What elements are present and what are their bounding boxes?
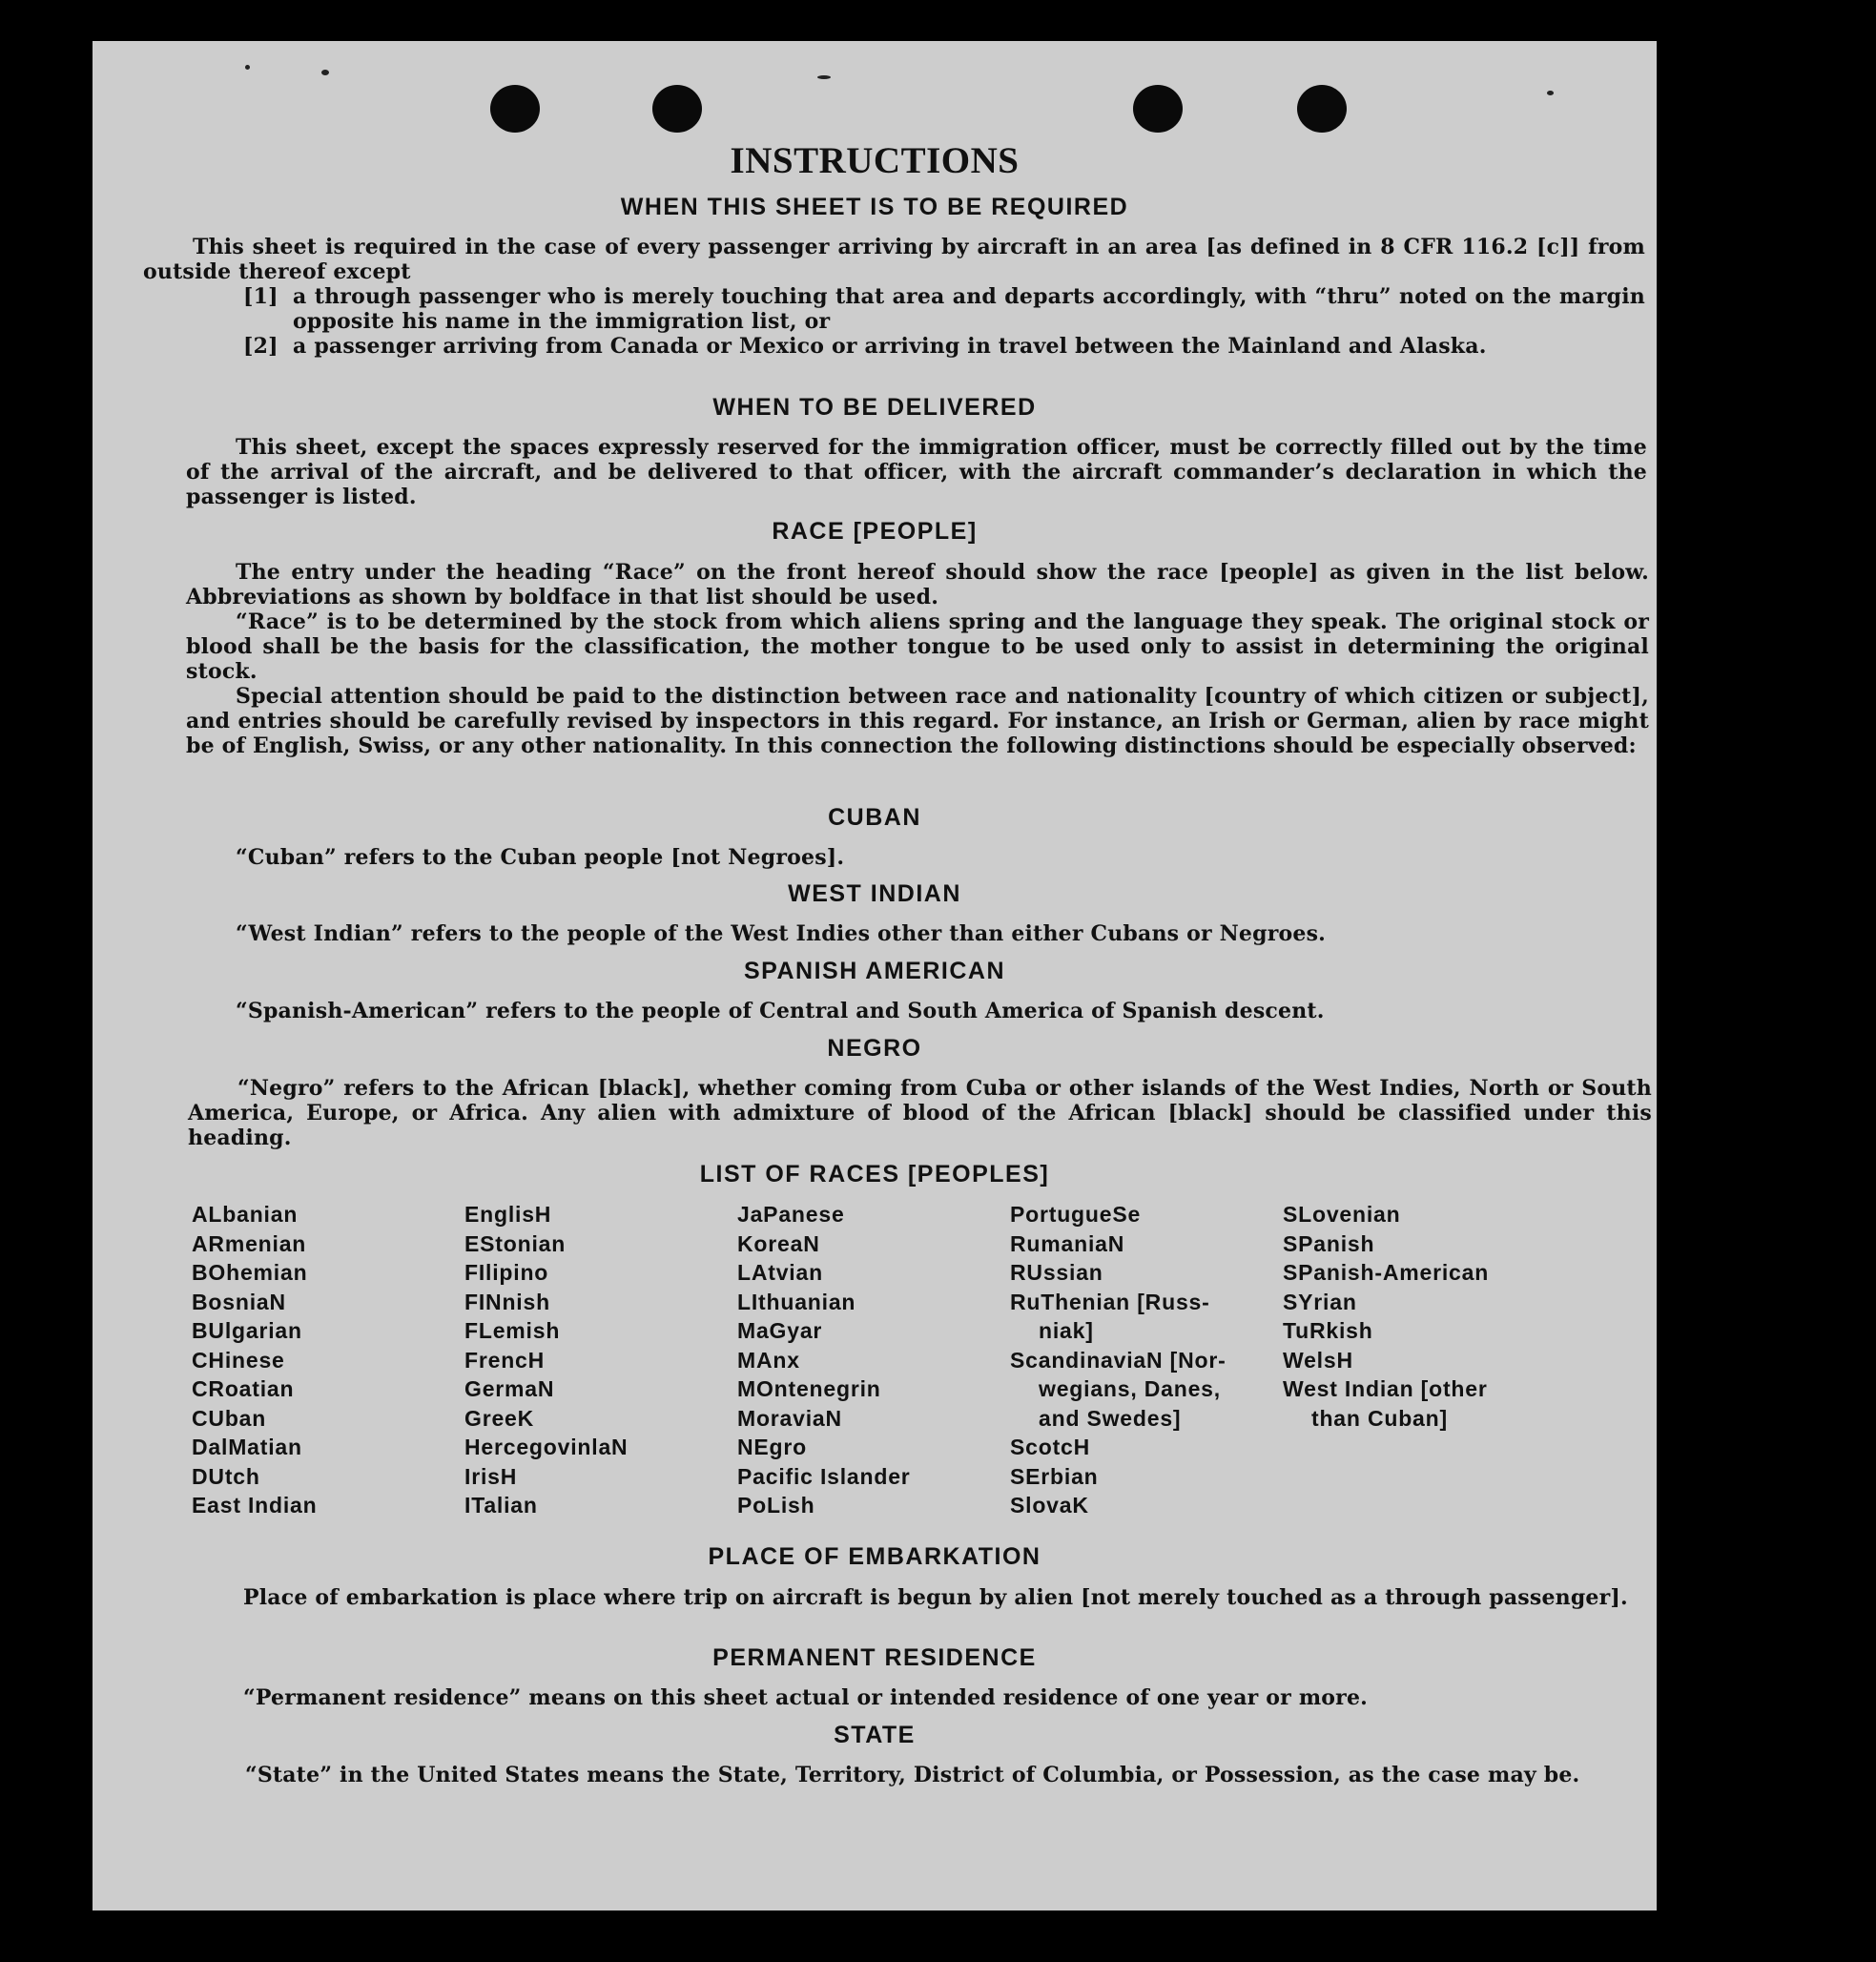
- race-entry: DalMatian: [192, 1435, 302, 1459]
- race-entry: ScotcH: [1010, 1435, 1091, 1459]
- punch-hole: [1297, 85, 1347, 133]
- west-indian-text: “West Indian” refers to the people of the West Indies other than either Cubans or Negroes.: [236, 921, 1327, 946]
- section-heading-embarkation: PLACE OF EMBARKATION: [708, 1543, 1041, 1570]
- race-entry: FINnish: [464, 1289, 550, 1314]
- ink-speck: [1547, 91, 1554, 95]
- races-column: [737, 1200, 1010, 1520]
- race-entry: HercegovinlaN: [464, 1435, 629, 1459]
- race-entry: ARmenian: [192, 1230, 307, 1256]
- race-entry: WelsH: [1283, 1347, 1353, 1373]
- page-title: INSTRUCTIONS: [730, 140, 1020, 181]
- race-entry: JaPanese: [737, 1202, 845, 1227]
- race-entry: RuThenian [Russ-: [1010, 1289, 1210, 1314]
- race-entry: PortugueSe: [1010, 1202, 1142, 1227]
- race-entry: BosniaN: [192, 1289, 286, 1314]
- race-entry-continued: wegians, Danes,: [1039, 1376, 1221, 1401]
- state-text: “State” in the United States means the State, Territory, District of Columbia, or Possession, as the case may be.: [245, 1763, 1580, 1787]
- race-paragraph: “Race” is to be determined by the stock from which aliens spring and the language they speak. The original stock or blood shall be the basis for the classification, the mother tongue to be used only to assist in determining the original stock.: [186, 609, 1649, 684]
- section-heading-west-indian: WEST INDIAN: [788, 880, 961, 907]
- race-entry: PoLish: [737, 1493, 815, 1518]
- races-column: [192, 1200, 464, 1520]
- race-entry: CUban: [192, 1405, 267, 1431]
- section-state-body: [196, 1763, 1660, 1787]
- race-entry: MAnx: [737, 1347, 800, 1373]
- races-column: [1283, 1200, 1556, 1520]
- race-entry: Pacific Islander: [737, 1463, 911, 1489]
- section-heading-spanish-american: SPANISH AMERICAN: [743, 958, 1005, 984]
- section-race-body: [186, 560, 1649, 758]
- race-entry: SPanish-American: [1283, 1260, 1490, 1285]
- race-entry: CRoatian: [192, 1376, 295, 1401]
- item-number: [1]: [243, 284, 278, 309]
- race-entry: EnglisH: [464, 1202, 552, 1227]
- section-heading-negro: NEGRO: [827, 1035, 922, 1062]
- race-entry-continued: and Swedes]: [1039, 1405, 1182, 1431]
- race-entry: EStonian: [464, 1230, 567, 1256]
- race-entry: GreeK: [464, 1405, 535, 1431]
- race-entry: IrisH: [464, 1463, 518, 1489]
- race-entry: FrencH: [464, 1347, 546, 1373]
- required-intro: This sheet is required in the case of every passenger arriving by aircraft in an area [as defined in 8 CFR 116.2 [c]] from outside thereof except: [143, 235, 1645, 284]
- section-heading-state: STATE: [834, 1722, 916, 1748]
- ink-speck: [321, 70, 329, 75]
- race-entry-continued: than Cuban]: [1311, 1405, 1448, 1431]
- race-entry: West Indian [other: [1283, 1376, 1488, 1401]
- races-list: [192, 1200, 1641, 1520]
- item-text: a passenger arriving from Canada or Mexico or arriving in travel between the Mainland and Alaska.: [293, 334, 1487, 359]
- section-heading-required: WHEN THIS SHEET IS TO BE REQUIRED: [620, 194, 1129, 220]
- race-entry: SPanish: [1283, 1230, 1375, 1256]
- race-paragraph: Special attention should be paid to the distinction between race and nationality [country of which citizen or subject], and entries should be carefully revised by inspectors in this regard. For instance, an Irish or German, alien by race might be of English, Swiss, or any other nationality. In this connection the following distinctions should be especially observed:: [186, 684, 1649, 758]
- required-item: [243, 334, 1645, 359]
- required-item: [243, 284, 1645, 334]
- document-page: [93, 41, 1657, 1910]
- race-entry: DUtch: [192, 1463, 260, 1489]
- race-entry: LAtvian: [737, 1260, 823, 1285]
- section-required-body: [143, 235, 1645, 359]
- section-embarkation-body: [194, 1585, 1658, 1610]
- race-entry: BOhemian: [192, 1260, 308, 1285]
- race-entry: BUlgarian: [192, 1318, 302, 1343]
- ink-speck: [817, 75, 831, 79]
- race-entry: LIthuanian: [737, 1289, 856, 1314]
- race-entry: MaGyar: [737, 1318, 823, 1343]
- section-heading-races-list: LIST OF RACES [PEOPLES]: [699, 1161, 1050, 1188]
- section-heading-delivered: WHEN TO BE DELIVERED: [712, 394, 1037, 421]
- section-heading-race: RACE [PEOPLE]: [772, 518, 978, 545]
- section-heading-cuban: CUBAN: [828, 804, 921, 831]
- race-paragraph: The entry under the heading “Race” on the front hereof should show the race [people] as given in the list below. Abbreviations as shown by boldface in that list should be used.: [186, 560, 1649, 609]
- delivered-text: This sheet, except the spaces expressly reserved for the immigration officer, must be correctly filled out by the time of the arrival of the aircraft, and be delivered to that officer, with the aircraft commander’s declaration in which the passenger is listed.: [186, 435, 1647, 509]
- race-entry: ALbanian: [192, 1202, 299, 1227]
- negro-text: “Negro” refers to the African [black], whether coming from Cuba or other islands of the West Indies, North or South America, Europe, or Africa. Any alien with admixture of blood of the African [black] should be classified under this heading.: [188, 1076, 1652, 1150]
- race-entry: FIlipino: [464, 1260, 549, 1285]
- race-entry: SYrian: [1283, 1289, 1357, 1314]
- race-entry: TuRkish: [1283, 1318, 1373, 1343]
- race-entry: MOntenegrin: [737, 1376, 881, 1401]
- residence-text: “Permanent residence” means on this sheet actual or intended residence of one year or more.: [243, 1685, 1369, 1710]
- race-entry: CHinese: [192, 1347, 285, 1373]
- race-entry: FLemish: [464, 1318, 561, 1343]
- race-entry: RumaniaN: [1010, 1230, 1125, 1256]
- section-negro-body: [188, 1076, 1652, 1150]
- punch-hole: [490, 85, 540, 133]
- race-entry: NEgro: [737, 1435, 807, 1459]
- section-delivered-body: [186, 435, 1647, 509]
- race-entry: SLovenian: [1283, 1202, 1401, 1227]
- punch-hole: [652, 85, 702, 133]
- races-column: [1010, 1200, 1283, 1520]
- race-entry: SErbian: [1010, 1463, 1099, 1489]
- race-entry: KoreaN: [737, 1230, 820, 1256]
- race-entry-continued: niak]: [1039, 1318, 1094, 1343]
- punch-hole: [1133, 85, 1183, 133]
- section-heading-residence: PERMANENT RESIDENCE: [712, 1644, 1037, 1671]
- race-entry: MoraviaN: [737, 1405, 842, 1431]
- race-entry: GermaN: [464, 1376, 555, 1401]
- spanish-american-text: “Spanish-American” refers to the people of Central and South America of Spanish descent.: [236, 999, 1325, 1023]
- embarkation-text: Place of embarkation is place where trip on aircraft is begun by alien [not merely touched as a through passenger].: [243, 1585, 1628, 1610]
- race-entry: ITalian: [464, 1493, 538, 1518]
- cuban-text: “Cuban” refers to the Cuban people [not Negroes].: [236, 845, 845, 870]
- races-column: [464, 1200, 737, 1520]
- race-entry: East Indian: [192, 1493, 318, 1518]
- item-number: [2]: [243, 334, 278, 359]
- ink-speck: [245, 65, 250, 70]
- race-entry: RUssian: [1010, 1260, 1103, 1285]
- race-entry: SlovaK: [1010, 1493, 1089, 1518]
- race-entry: ScandinaviaN [Nor-: [1010, 1347, 1227, 1373]
- item-text: a through passenger who is merely touching that area and departs accordingly, with “thru” noted on the margin opposite his name in the immigration list, or: [293, 284, 1645, 334]
